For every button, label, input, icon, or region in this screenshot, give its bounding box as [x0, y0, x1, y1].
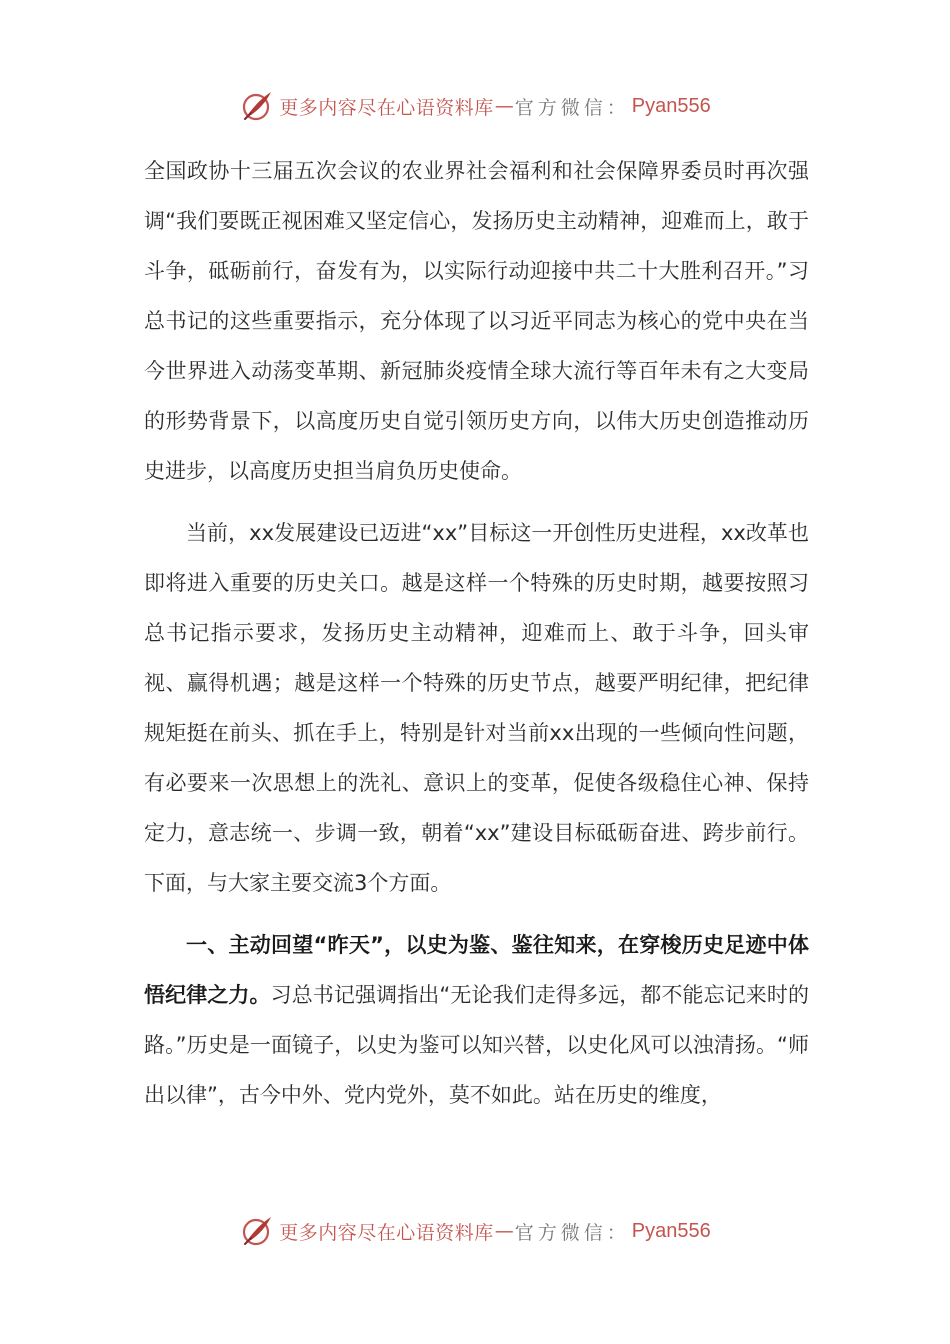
quill-logo-icon	[239, 88, 275, 124]
watermark-site: 更多内容尽在心语资料库	[279, 1221, 494, 1244]
paragraph-1	[144, 146, 809, 496]
watermark-colon: ：	[606, 96, 626, 119]
watermark-label: 官方微信	[514, 1221, 607, 1244]
document-body	[144, 146, 809, 1120]
paragraph-1-text: 全国政协十三届五次会议的农业界社会福利和社会保障界委员时再次强调“我们要既正视困难又坚定信心，发扬历史主动精神，迎难而上，敢于斗争，砥砺前行，奋发有为，以实际行动迎接中共二十大胜利召开。”习总书记的这些重要指示，充分体现了以习近平同志为核心的党中央在当今世界进入动荡变革期、新冠肺炎疫情全球大流行等百年未有之大变局的形势背景下，以高度历史自觉引领历史方向，以伟大历史创造推动历史进步，以高度历史担当肩负历史使命。	[144, 159, 809, 483]
watermark-id: Pyan556	[631, 1219, 711, 1242]
quill-logo-icon	[239, 1213, 275, 1249]
watermark-dash: —	[494, 95, 514, 117]
watermark-label: 官方微信	[514, 96, 607, 119]
paragraph-3-text: 习总书记强调指出“无论我们走得多远，都不能忘记来时的路。”历史是一面镜子，以史为鉴可以知兴替，以史化风可以浊清扬。“师出以律”，古今中外、党内党外，莫不如此。站在历史的维度，	[144, 983, 809, 1107]
watermark-id: Pyan556	[631, 94, 711, 117]
watermark-site: 更多内容尽在心语资料库	[279, 96, 494, 119]
watermark-footer	[0, 1211, 950, 1251]
watermark-header	[0, 86, 950, 126]
paragraph-2-text: 当前，xx发展建设已迈进“xx”目标这一开创性历史进程，xx改革也即将进入重要的历史关口。越是这样一个特殊的历史时期，越要按照习总书记指示要求，发扬历史主动精神，迎难而上、敢于斗争，回头审视、赢得机遇；越是这样一个特殊的历史节点，越要严明纪律，把纪律规矩挺在前头、抓在手上，特别是针对当前xx出现的一些倾向性问题，有必要来一次思想上的洗礼、意识上的变革，促使各级稳住心神、保持定力，意志统一、步调一致，朝着“xx”建设目标砥砺奋进、跨步前行。下面，与大家主要交流3个方面。	[144, 521, 809, 895]
watermark-dash: —	[494, 1220, 514, 1242]
paragraph-2	[144, 508, 809, 908]
watermark-colon: ：	[606, 1221, 626, 1244]
section-heading: 一、主动回望“昨天”，以史为鉴、鉴往知来，在穿梭历史足迹中体悟纪律之力。	[144, 933, 809, 1007]
paragraph-3	[144, 920, 809, 1120]
